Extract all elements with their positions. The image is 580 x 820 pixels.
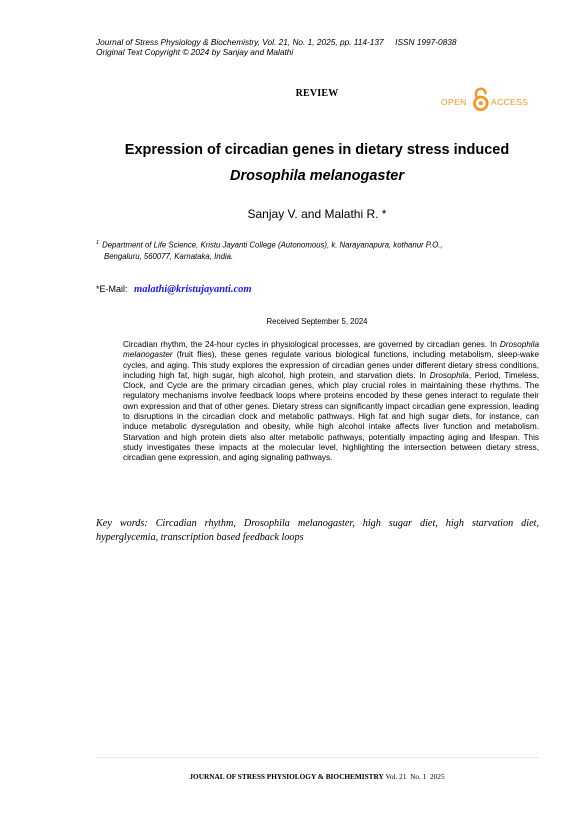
- open-access-logo: [440, 87, 532, 113]
- author-list: Sanjay V. and Malathi R. *: [247, 207, 387, 221]
- received-date: Received September 5, 2024: [266, 317, 368, 326]
- keywords-text: Circadian rhythm, Drosophila melanogaster, high sugar diet, high starvation diet, hyperglycemia, transcription based feedback loops: [96, 518, 539, 543]
- affiliation-marker: 1: [96, 240, 100, 246]
- affiliation-line1: Department of Life Science, Kristu Jayanti College (Autonomous), k. Narayanapura, kothanur P.O.,: [102, 240, 443, 250]
- paper-title-line2: Drosophila melanogaster: [229, 168, 405, 184]
- abstract-species-1: Drosophila melanogaster: [123, 340, 539, 360]
- abstract-text-3: , Period, Timeless, Clock, and Cycle are the primary circadian genes, which play crucial roles in maintaining these rhythms. The regulatory mechanisms involve feedback loops where proteins encoded by these genes interact to regulate their own expression and that of other genes. Dietary stress can significantly impact circadian gene expression, leading to disruptions in the circadian clock and metabolic pathways. High fat and high sugar diets, for instance, can induce metabolic dysregulation and obesity, while high alcohol intake affects liver function and metabolism. Starvation and high protein diets also alter metabolic pathways, potentially impacting aging and lifespan. This study investigates these impacts at the molecular level, highlighting the intersection between dietary stress, circadian gene expression, and aging signaling pathways.: [123, 370, 539, 463]
- section-label: REVIEW: [295, 88, 339, 99]
- email-link[interactable]: malathi@kristujayanti.com: [134, 284, 252, 295]
- open-access-text-left: OPEN: [441, 97, 467, 107]
- keywords: [96, 517, 539, 544]
- keywords-label: Key words:: [96, 518, 148, 529]
- footer-journal: JOURNAL OF STRESS PHYSIOLOGY & BIOCHEMISTRY: [189, 772, 384, 781]
- padlock-icon: [474, 89, 487, 110]
- affiliation-line2: Bengaluru, 560077, Karnataka, India.: [104, 252, 234, 262]
- copyright-header: Original Text Copyright © 2024 by Sanjay and Malathi: [96, 47, 294, 57]
- abstract-text-1: Circadian rhythm, the 24-hour cycles in physiological processes, are governed by circadian genes. In: [123, 340, 500, 349]
- paper-title-line1: Expression of circadian genes in dietary stress induced: [124, 142, 510, 158]
- footer-issue: Vol. 21 No. 1 2025: [385, 772, 445, 781]
- footer-divider: [96, 757, 539, 758]
- affiliation: [96, 238, 536, 263]
- contact-email-row: [96, 284, 252, 295]
- open-access-text-right: ACCESS: [491, 97, 529, 107]
- abstract: [123, 340, 539, 464]
- email-label: *E-Mail:: [96, 284, 128, 294]
- page-footer: [0, 772, 580, 781]
- abstract-species-2: Drosophila: [429, 370, 469, 380]
- abstract-text-2: (fruit flies), these genes regulate various biological functions, including metabolism, sleep-wake cycles, and aging. This study explores the expression of circadian genes under different dietary stress conditions, including high fat, high sugar, high alcohol, high protein, and starvation diets. In: [123, 350, 539, 380]
- citation-header: Journal of Stress Physiology & Biochemistry, Vol. 21, No. 1, 2025, pp. 114-137 ISSN 1997-0838: [96, 37, 457, 47]
